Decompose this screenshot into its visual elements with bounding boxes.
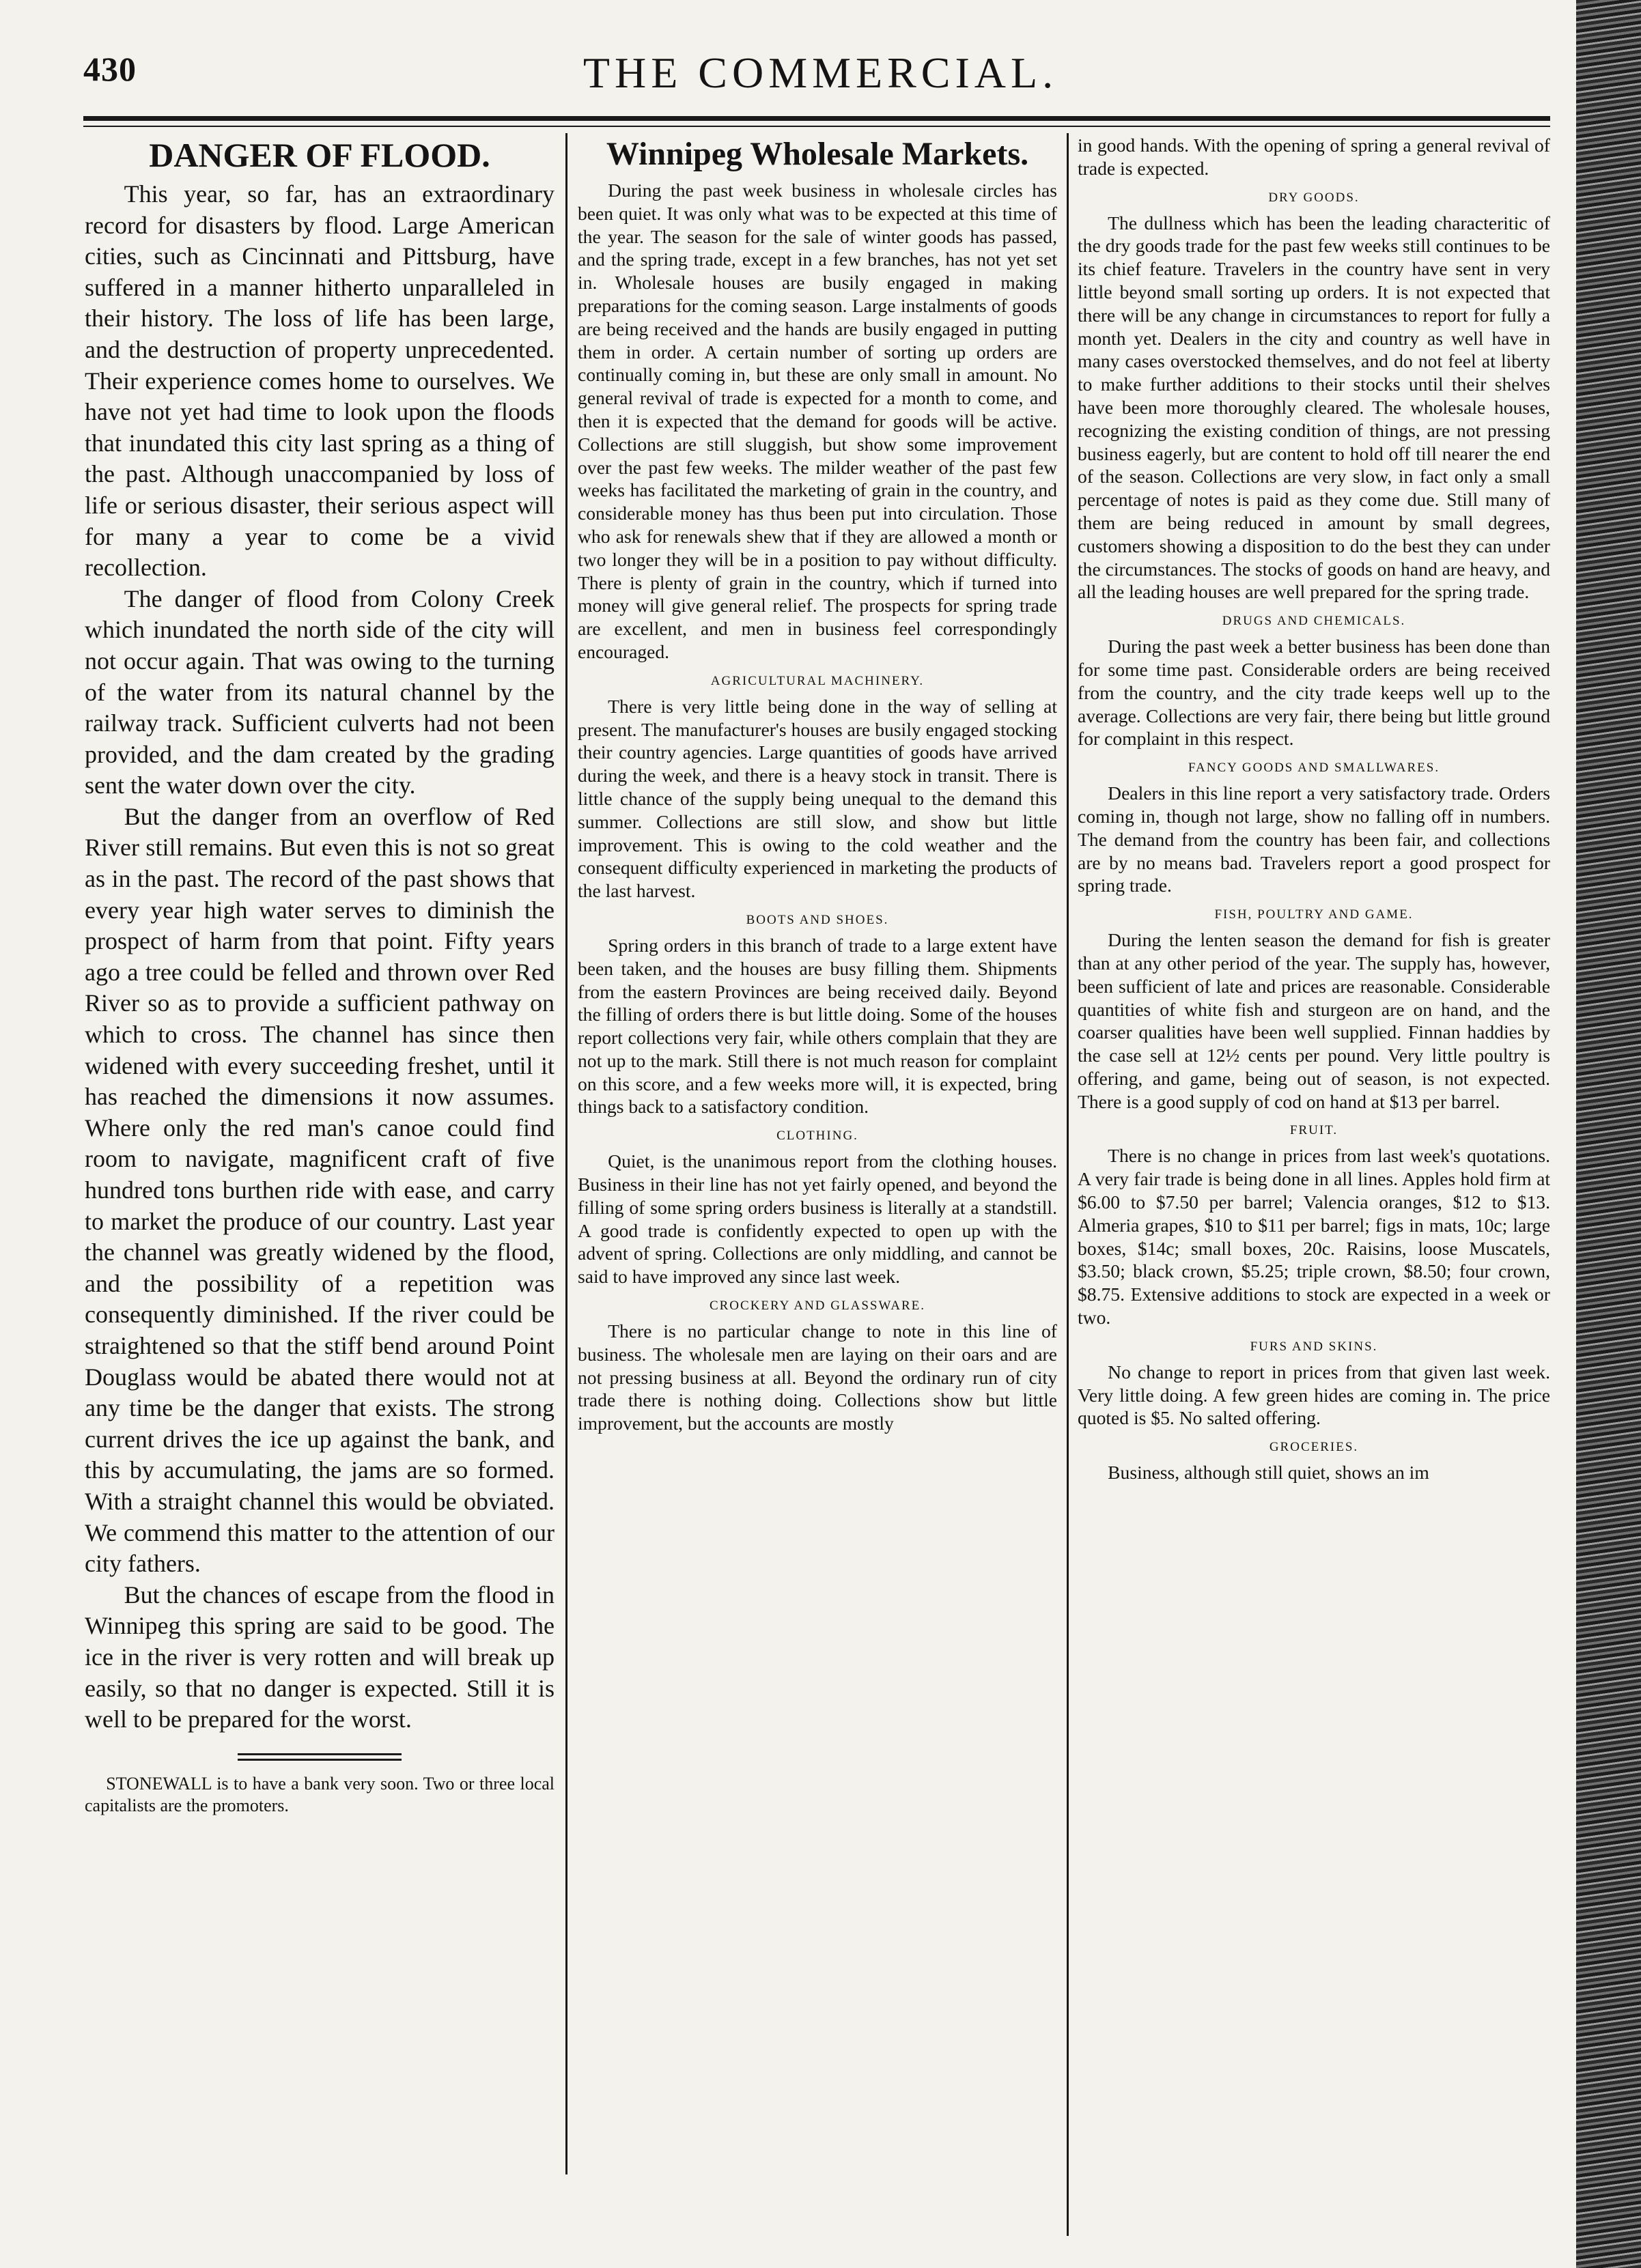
- section-text: Business, although still quiet, shows an im: [1108, 1462, 1429, 1484]
- section-text: Spring orders in this branch of trade to a large extent have been taken, and the houses are busy filling them. Shipments from the eastern Provinces are being received daily. Beyond the filling of orders there is but little doing. Some of the houses report collections very fair, while others complain that they are not up to the mark. Still there is not much reason for complaint on this score, and a few weeks more will, it is expected, bring things back to a satisfactory condition.: [578, 934, 1057, 1118]
- section-text: During the lenten season the demand for fish is greater than at any other period of the year. The supply has, however, been sufficient of late and prices are reasonable. Considerable quantities of white fish and sturgeon are on hand, and the coarser qualities have been well supplied. Finnan haddies by the case sell at 12½ cents per pound. Very little poultry is offering, and game, being out of season, is not expected. There is a good supply of cod on hand at $13 per barrel.: [1078, 929, 1550, 1112]
- section-heading: FANCY GOODS AND SMALLWARES.: [1188, 761, 1440, 776]
- paragraph: But the danger from an overflow of Red River still remains. But even this is not so great as in the past. The record of the past shows that every year high water serves to diminish the prospect of harm from that point. Fifty years ago a tree could be felled and thrown over Red River so as to provide a sufficient pathway on which to cross. The channel has since then widened with every succeeding freshet, until it has reached the dimensions it now assumes. Where only the red man's canoe could find room to navigate, magnificent craft of five hundred tons burthen ride with ease, and carry to market the produce of our country. Last year the channel was greatly widened by the flood, and the possibility of a repetition was consequently diminished. If the river could be straightened so that the stiff bend around Point Douglass would be abated there would not at any time be the danger that exists. The strong current drives the ice up against the bank, and this by accumulating, the jams are so formed. With a straight channel this would be obviated. We commend this matter to the attention of our city fathers.: [85, 802, 555, 1578]
- section-text: Quiet, is the unanimous report from the clothing houses. Business in their line has not yet fairly opened, and beyond the filling of some spring orders business is literally at a standstill. A good trade is confidently expected to open up with the advent of spring. Collections are only middling, and cannot be said to have improved any since last week.: [578, 1150, 1057, 1288]
- section-heading: DRY GOODS.: [1268, 190, 1360, 205]
- section-heading: DRUGS AND CHEMICALS.: [1222, 614, 1406, 629]
- section-heading: CLOTHING.: [776, 1129, 858, 1144]
- section-text: Dealers in this line report a very satisfactory trade. Orders coming in, though not large, show no falling off in numbers. The demand from the country has been fair, and collections are by no means bad. Travelers report a good prospect for spring trade.: [1078, 782, 1550, 896]
- section-heading: AGRICULTURAL MACHINERY.: [710, 673, 925, 688]
- section-heading: CROCKERY AND GLASSWARE.: [709, 1299, 926, 1314]
- section-heading: FRUIT.: [1289, 1123, 1338, 1138]
- section-heading: GROCERIES.: [1269, 1440, 1359, 1455]
- column-divider-left: [565, 133, 567, 2174]
- article-title-danger-of-flood: DANGER OF FLOOD.: [149, 136, 490, 174]
- column-divider-right: [1067, 133, 1069, 2236]
- section-heading: FURS AND SKINS.: [1250, 1339, 1378, 1354]
- header-rule-thin: [83, 126, 1550, 127]
- paragraph: The danger of flood from Colony Creek which inundated the north side of the city will not occur again. That was owing to the turning of the water from its natural channel by the railway track. Sufficient culverts had not been provided, and the dam created by the grading sent the water down over the city.: [85, 584, 555, 799]
- section-text: No change to report in prices from that given last week. Very little doing. A few green hides are coming in. The price quoted is $5. No salted offering.: [1078, 1361, 1550, 1429]
- section-text: There is no particular change to note in this line of business. The wholesale men are laying on their oars and are not pressing business at all. Beyond the ordinary run of city trade there is nothing doing. Collections show but little improvement, but the accounts are mostly: [578, 1320, 1057, 1434]
- section-text: There is no change in prices from last week's quotations. A very fair trade is being done in all lines. Apples hold firm at $6.00 to $7.50 per barrel; Valencia oranges, $12 to $13. Almeria grapes, $10 to $11 per barrel; figs in mats, 10c; large boxes, $14c; small boxes, 20c. Raisins, loose Muscatels, $3.50; black crown, $5.25; triple crown, $8.50; four crown, $8.75. Extensive additions to stock are expected in a week or two.: [1078, 1145, 1550, 1329]
- scan-edge-strip: [1576, 0, 1641, 2268]
- column-1: [85, 134, 555, 2237]
- section-heading: FISH, POULTRY AND GAME.: [1214, 907, 1414, 922]
- section-heading: BOOTS AND SHOES.: [746, 912, 889, 927]
- column-2: [578, 134, 1057, 2237]
- paragraph: But the chances of escape from the flood in Winnipeg this spring are said to be good. The ice in the river is very rotten and will break up easily, so that no danger is expected. Still it is well to be prepared for the worst.: [85, 1580, 555, 1733]
- market-intro: During the past week business in wholesale circles has been quiet. It was only what was to be expected at this time of the year. The season for the sale of winter goods has passed, and the spring trade, except in a few branches, has not yet set in. Wholesale houses are busily engaged in making preparations for the coming season. Large instalments of goods are being received and the hands are busily engaged in putting them in order. A certain number of sorting up orders are continually coming in, but these are only small in amount. No general revival of trade is expected for a month to come, and then it is expected that the demand for goods will be active. Collections are still sluggish, but show some improvement over the past few weeks. The milder weather of the past few weeks has facilitated the marketing of grain in the country, and considerable money has thus been put into circulation. Those who ask for renewals shew that if they are allowed a month or two longer they will be in a position to pay without difficulty. There is plenty of grain in the country, which if turned into money will give general relief. The prospects for spring trade are excellent, and men in business feel correspondingly encouraged.: [578, 180, 1057, 662]
- masthead-title: THE COMMERCIAL.: [583, 48, 1058, 97]
- column-3: [1078, 134, 1550, 2237]
- continued-text: in good hands. With the opening of spring a general revival of trade is expected.: [1078, 134, 1550, 179]
- section-text: During the past week a better business has been done than for some time past. Considerable orders are being received from the country, and the city trade keeps well up to the average. Collections are very fair, there being but little ground for complaint in this respect.: [1078, 636, 1550, 750]
- page-number: 430: [83, 50, 137, 88]
- section-text: There is very little being done in the way of selling at present. The manufacturer's houses are busily engaged stocking their country agencies. Large quantities of goods have arrived during the week, and there is a heavy stock in transit. There is little chance of the supply being unequal to the demand this summer. Collections are still slow, and show but little improvement. This is owing to the cold weather and the consequent difficulty experienced in marketing the products of the last harvest.: [578, 695, 1057, 902]
- article-title-wholesale-markets: Winnipeg Wholesale Markets.: [606, 136, 1029, 172]
- section-text: The dullness which has been the leading characteritic of the dry goods trade for the past few weeks still continues to be its chief feature. Travelers in the country have sent in very little beyond small sorting up orders. It is not expected that there will be any change in circumstances to report for fully a month yet. Dealers in the city and country as well have in many cases overstocked themselves, and do not feel at liberty to make further additions to their stocks until their shelves have been more thoroughly cleared. The wholesale houses, recognizing the existing condition of things, are not pressing business eagerly, but are content to hold off till nearer the end of the season. Collections are very slow, in fact only a small percentage of notes is paid as they come due. Still many of them are being reduced in amount by small degrees, customers showing a disposition to do the best they can under the circumstances. The stocks of goods on hand are heavy, and all the leading houses are well prepared for the spring trade.: [1078, 212, 1550, 603]
- stonewall-note: STONEWALL is to have a bank very soon. Two or three local capitalists are the promoters.: [85, 1773, 555, 1815]
- section-divider: [238, 1753, 402, 1761]
- header-rule: [83, 116, 1550, 121]
- paragraph: This year, so far, has an extraordinary record for disasters by flood. Large American cities, such as Cincinnati and Pittsburg, have suffered in a manner hitherto unparalleled in their history. The loss of life has been large, and the destruction of property unprecedented. Their experience comes home to ourselves. We have not yet had time to look upon the floods that inundated this city last spring as a thing of the past. Although unaccompanied by loss of life or serious disaster, their serious aspect will for many a year to come be a vivid recollection.: [85, 180, 555, 582]
